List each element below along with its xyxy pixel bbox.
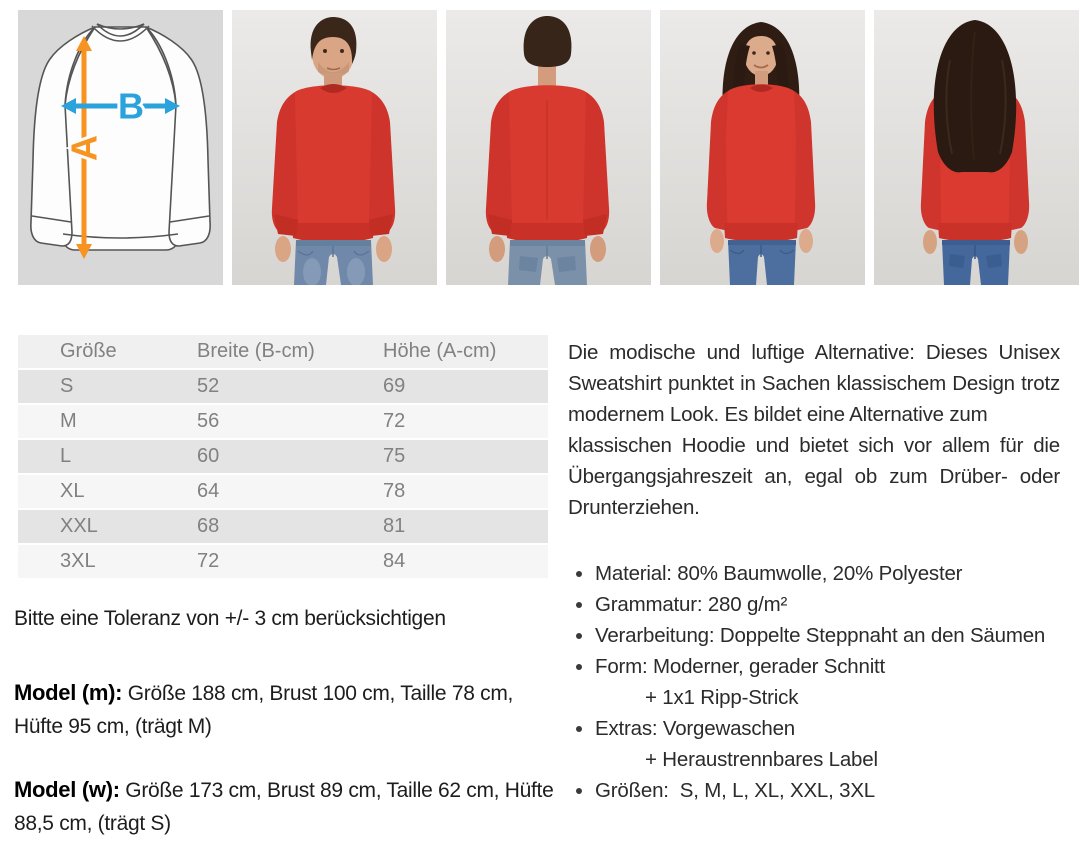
label-a: A bbox=[63, 135, 105, 161]
table-row: S 52 69 bbox=[18, 370, 548, 403]
sweatshirt-outline bbox=[31, 24, 210, 250]
product-details-list bbox=[568, 558, 1060, 806]
detail-verarbeitung: Verarbeitung: Doppelte Steppnaht an den Säumen bbox=[568, 620, 1060, 651]
man-front-photo bbox=[232, 10, 437, 285]
model-w-text: Größe 173 cm, Brust 89 cm, Taille 62 cm, Hüfte 88,5 cm, (trägt S) bbox=[14, 779, 554, 835]
tolerance-note: Bitte eine Toleranz von +/- 3 cm berücksichtigen bbox=[14, 607, 446, 630]
product-description-column bbox=[568, 337, 1060, 806]
description-part-1: Die modische und luftige Alternative: Dieses Unisex Sweatshirt punktet in Sachen klassischem Design trotz modernem Look. Es bildet eine Alternative zum bbox=[568, 341, 1060, 426]
model-m-label: Model (m): bbox=[14, 680, 123, 705]
detail-material: Material: 80% Baumwolle, 20% Polyester bbox=[568, 558, 1060, 589]
table-row: XL 64 78 bbox=[18, 475, 548, 508]
size-diagram-image[interactable] bbox=[18, 10, 223, 285]
product-description bbox=[568, 337, 1060, 523]
sweatshirt-measure-diagram bbox=[18, 10, 223, 285]
size-table-header-row bbox=[18, 335, 548, 368]
man-back-photo bbox=[446, 10, 651, 285]
product-images-row bbox=[18, 10, 1079, 285]
photo-woman-back[interactable] bbox=[874, 10, 1079, 285]
detail-grammatur: Grammatur: 280 g/m² bbox=[568, 589, 1060, 620]
photo-woman-front[interactable] bbox=[660, 10, 865, 285]
size-table bbox=[18, 333, 548, 580]
model-m-text: Größe 188 cm, Brust 100 cm, Taille 78 cm, Hüfte 95 cm, (trägt M) bbox=[14, 682, 514, 738]
col-breite: Breite (B-cm) bbox=[197, 340, 315, 362]
label-b: B bbox=[118, 85, 144, 127]
detail-form-cont: + 1x1 Ripp-Strick bbox=[645, 686, 799, 709]
model-w-label: Model (w): bbox=[14, 777, 120, 802]
woman-front-photo bbox=[660, 10, 865, 285]
detail-extras: Extras: Vorgewaschen bbox=[568, 713, 1060, 744]
detail-form: Form: Moderner, gerader Schnitt bbox=[568, 651, 1060, 682]
col-hoehe: Höhe (A-cm) bbox=[383, 340, 497, 362]
table-row: 3XL 72 84 bbox=[18, 545, 548, 578]
table-row: L 60 75 bbox=[18, 440, 548, 473]
detail-groessen: Größen: S, M, L, XL, XXL, 3XL bbox=[568, 775, 1060, 806]
photo-man-front[interactable] bbox=[232, 10, 437, 285]
photo-man-back[interactable] bbox=[446, 10, 651, 285]
table-row: XXL 68 81 bbox=[18, 510, 548, 543]
description-part-2: klassischen Hoodie und bietet sich vor allem für die Übergangsjahreszeit an, egal ob zum Drüber- oder Drunterziehen. bbox=[568, 434, 1060, 519]
model-w-info bbox=[14, 773, 559, 840]
model-m-info bbox=[14, 676, 559, 743]
woman-back-photo bbox=[874, 10, 1079, 285]
size-info-column bbox=[14, 333, 559, 840]
table-row: M 56 72 bbox=[18, 405, 548, 438]
col-groesse: Größe bbox=[60, 340, 117, 362]
detail-extras-cont: + Heraustrennbares Label bbox=[645, 748, 878, 771]
